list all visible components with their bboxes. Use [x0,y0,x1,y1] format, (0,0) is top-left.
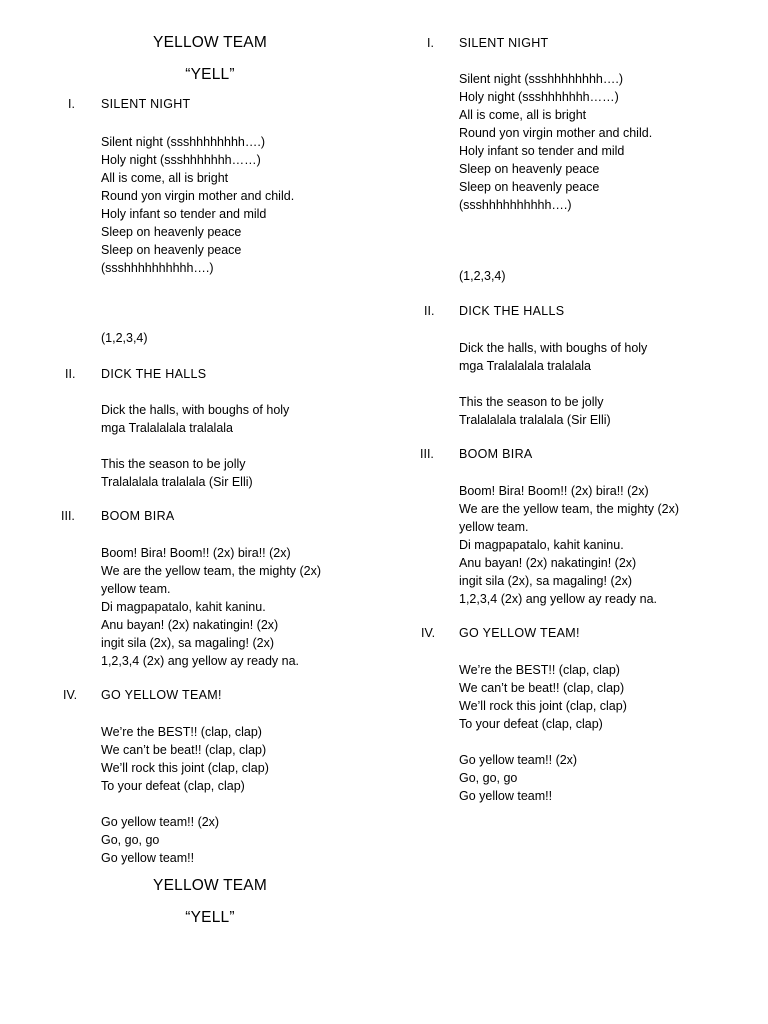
lyric-line: ingit sila (2x), sa magaling! (2x) [101,636,274,650]
lyric-line: ingit sila (2x), sa magaling! (2x) [459,574,632,588]
lyric-line: Silent night (ssshhhhhhhh….) [459,72,623,86]
lyric-line: Tralalalala tralalala (Sir Elli) [101,475,253,489]
lyric-line: Go yellow team!! (2x) [459,753,578,767]
lyrics-block [101,544,321,670]
section-numeral: II. [65,367,76,381]
count-text: (1,2,3,4) [459,269,506,283]
lyric-line: Boom! Bira! Boom!! (2x) bira!! (2x) [101,546,291,560]
lyric-line: Sleep on heavenly peace [459,180,600,194]
lyric-line [101,795,269,813]
lyric-line: (ssshhhhhhhhhh….) [101,261,214,275]
footer-title: YELLOW TEAM [153,877,267,894]
lyric-line: yellow team. [459,520,529,534]
lyric-line: mga Tralalalala tralalala [459,359,592,373]
section-heading: GO YELLOW TEAM! [101,688,222,702]
lyric-line [101,437,289,455]
section-numeral: I. [68,97,75,111]
lyric-line: mga Tralalalala tralalala [101,421,234,435]
lyric-line: We’ll rock this joint (clap, clap) [459,699,627,713]
page-title: YELLOW TEAM [153,34,267,51]
lyric-line: Boom! Bira! Boom!! (2x) bira!! (2x) [459,484,649,498]
lyric-line: Dick the halls, with boughs of holy [459,341,648,355]
lyric-line: Go yellow team!! (2x) [101,815,220,829]
lyric-line: We’ll rock this joint (clap, clap) [101,761,269,775]
lyric-line: yellow team. [101,582,171,596]
section-heading: DICK THE HALLS [459,304,565,318]
lyric-line: To your defeat (clap, clap) [459,717,603,731]
right-column [384,0,768,1024]
lyric-line: Holy infant so tender and mild [459,144,625,158]
lyrics-block [101,723,269,867]
lyric-line: We can’t be beat!! (clap, clap) [101,743,267,757]
lyric-line: Holy night (ssshhhhhhh……) [101,153,261,167]
lyric-line: Silent night (ssshhhhhhhh….) [101,135,265,149]
section-heading: GO YELLOW TEAM! [459,626,580,640]
count-text: (1,2,3,4) [101,331,148,345]
lyric-line [459,733,627,751]
lyric-line: Di magpapatalo, kahit kaninu. [101,600,266,614]
lyric-line: Dick the halls, with boughs of holy [101,403,290,417]
section-heading: DICK THE HALLS [101,367,207,381]
lyric-line: 1,2,3,4 (2x) ang yellow ay ready na. [459,592,658,606]
lyric-line: Round yon virgin mother and child. [101,189,295,203]
page-subtitle: “YELL” [185,66,235,83]
lyric-line: Sleep on heavenly peace [459,162,600,176]
lyric-line: This the season to be jolly [101,457,246,471]
lyric-line: Holy infant so tender and mild [101,207,267,221]
section-numeral: IV. [421,626,436,640]
lyrics-block [459,661,627,805]
lyric-line: Go yellow team!! [459,789,553,803]
lyric-line: This the season to be jolly [459,395,604,409]
lyric-line: Go yellow team!! [101,851,195,865]
lyric-line: Go, go, go [459,771,518,785]
section-heading: BOOM BIRA [101,509,175,523]
lyric-line: We’re the BEST!! (clap, clap) [459,663,620,677]
lyric-line: All is come, all is bright [459,108,587,122]
lyric-line: We are the yellow team, the mighty (2x) [101,564,321,578]
lyric-line: We can’t be beat!! (clap, clap) [459,681,625,695]
section-heading: SILENT NIGHT [459,36,549,50]
lyric-line: (ssshhhhhhhhhh….) [459,198,572,212]
section-numeral: II. [424,304,435,318]
lyrics-block [459,482,679,608]
lyrics-block [459,70,652,214]
lyric-line: To your defeat (clap, clap) [101,779,245,793]
lyrics-block [101,401,289,491]
lyric-line [459,375,647,393]
lyric-line: Round yon virgin mother and child. [459,126,653,140]
section-numeral: III. [420,447,434,461]
lyrics-block [101,133,294,277]
lyric-line: 1,2,3,4 (2x) ang yellow ay ready na. [101,654,300,668]
lyric-line: Anu bayan! (2x) nakatingin! (2x) [459,556,637,570]
lyric-line: Anu bayan! (2x) nakatingin! (2x) [101,618,279,632]
section-numeral: I. [427,36,434,50]
lyric-line: Sleep on heavenly peace [101,243,242,257]
lyric-line: All is come, all is bright [101,171,229,185]
lyrics-block [459,339,647,429]
section-heading: BOOM BIRA [459,447,533,461]
section-numeral: IV. [63,688,78,702]
lyric-line: Sleep on heavenly peace [101,225,242,239]
lyric-line: We are the yellow team, the mighty (2x) [459,502,679,516]
lyric-line: Holy night (ssshhhhhhh……) [459,90,619,104]
section-numeral: III. [61,509,75,523]
lyric-line: Tralalalala tralalala (Sir Elli) [459,413,611,427]
lyric-line: Go, go, go [101,833,160,847]
lyric-line: Di magpapatalo, kahit kaninu. [459,538,624,552]
lyric-line: We’re the BEST!! (clap, clap) [101,725,262,739]
section-heading: SILENT NIGHT [101,97,191,111]
footer-subtitle: “YELL” [185,909,235,926]
